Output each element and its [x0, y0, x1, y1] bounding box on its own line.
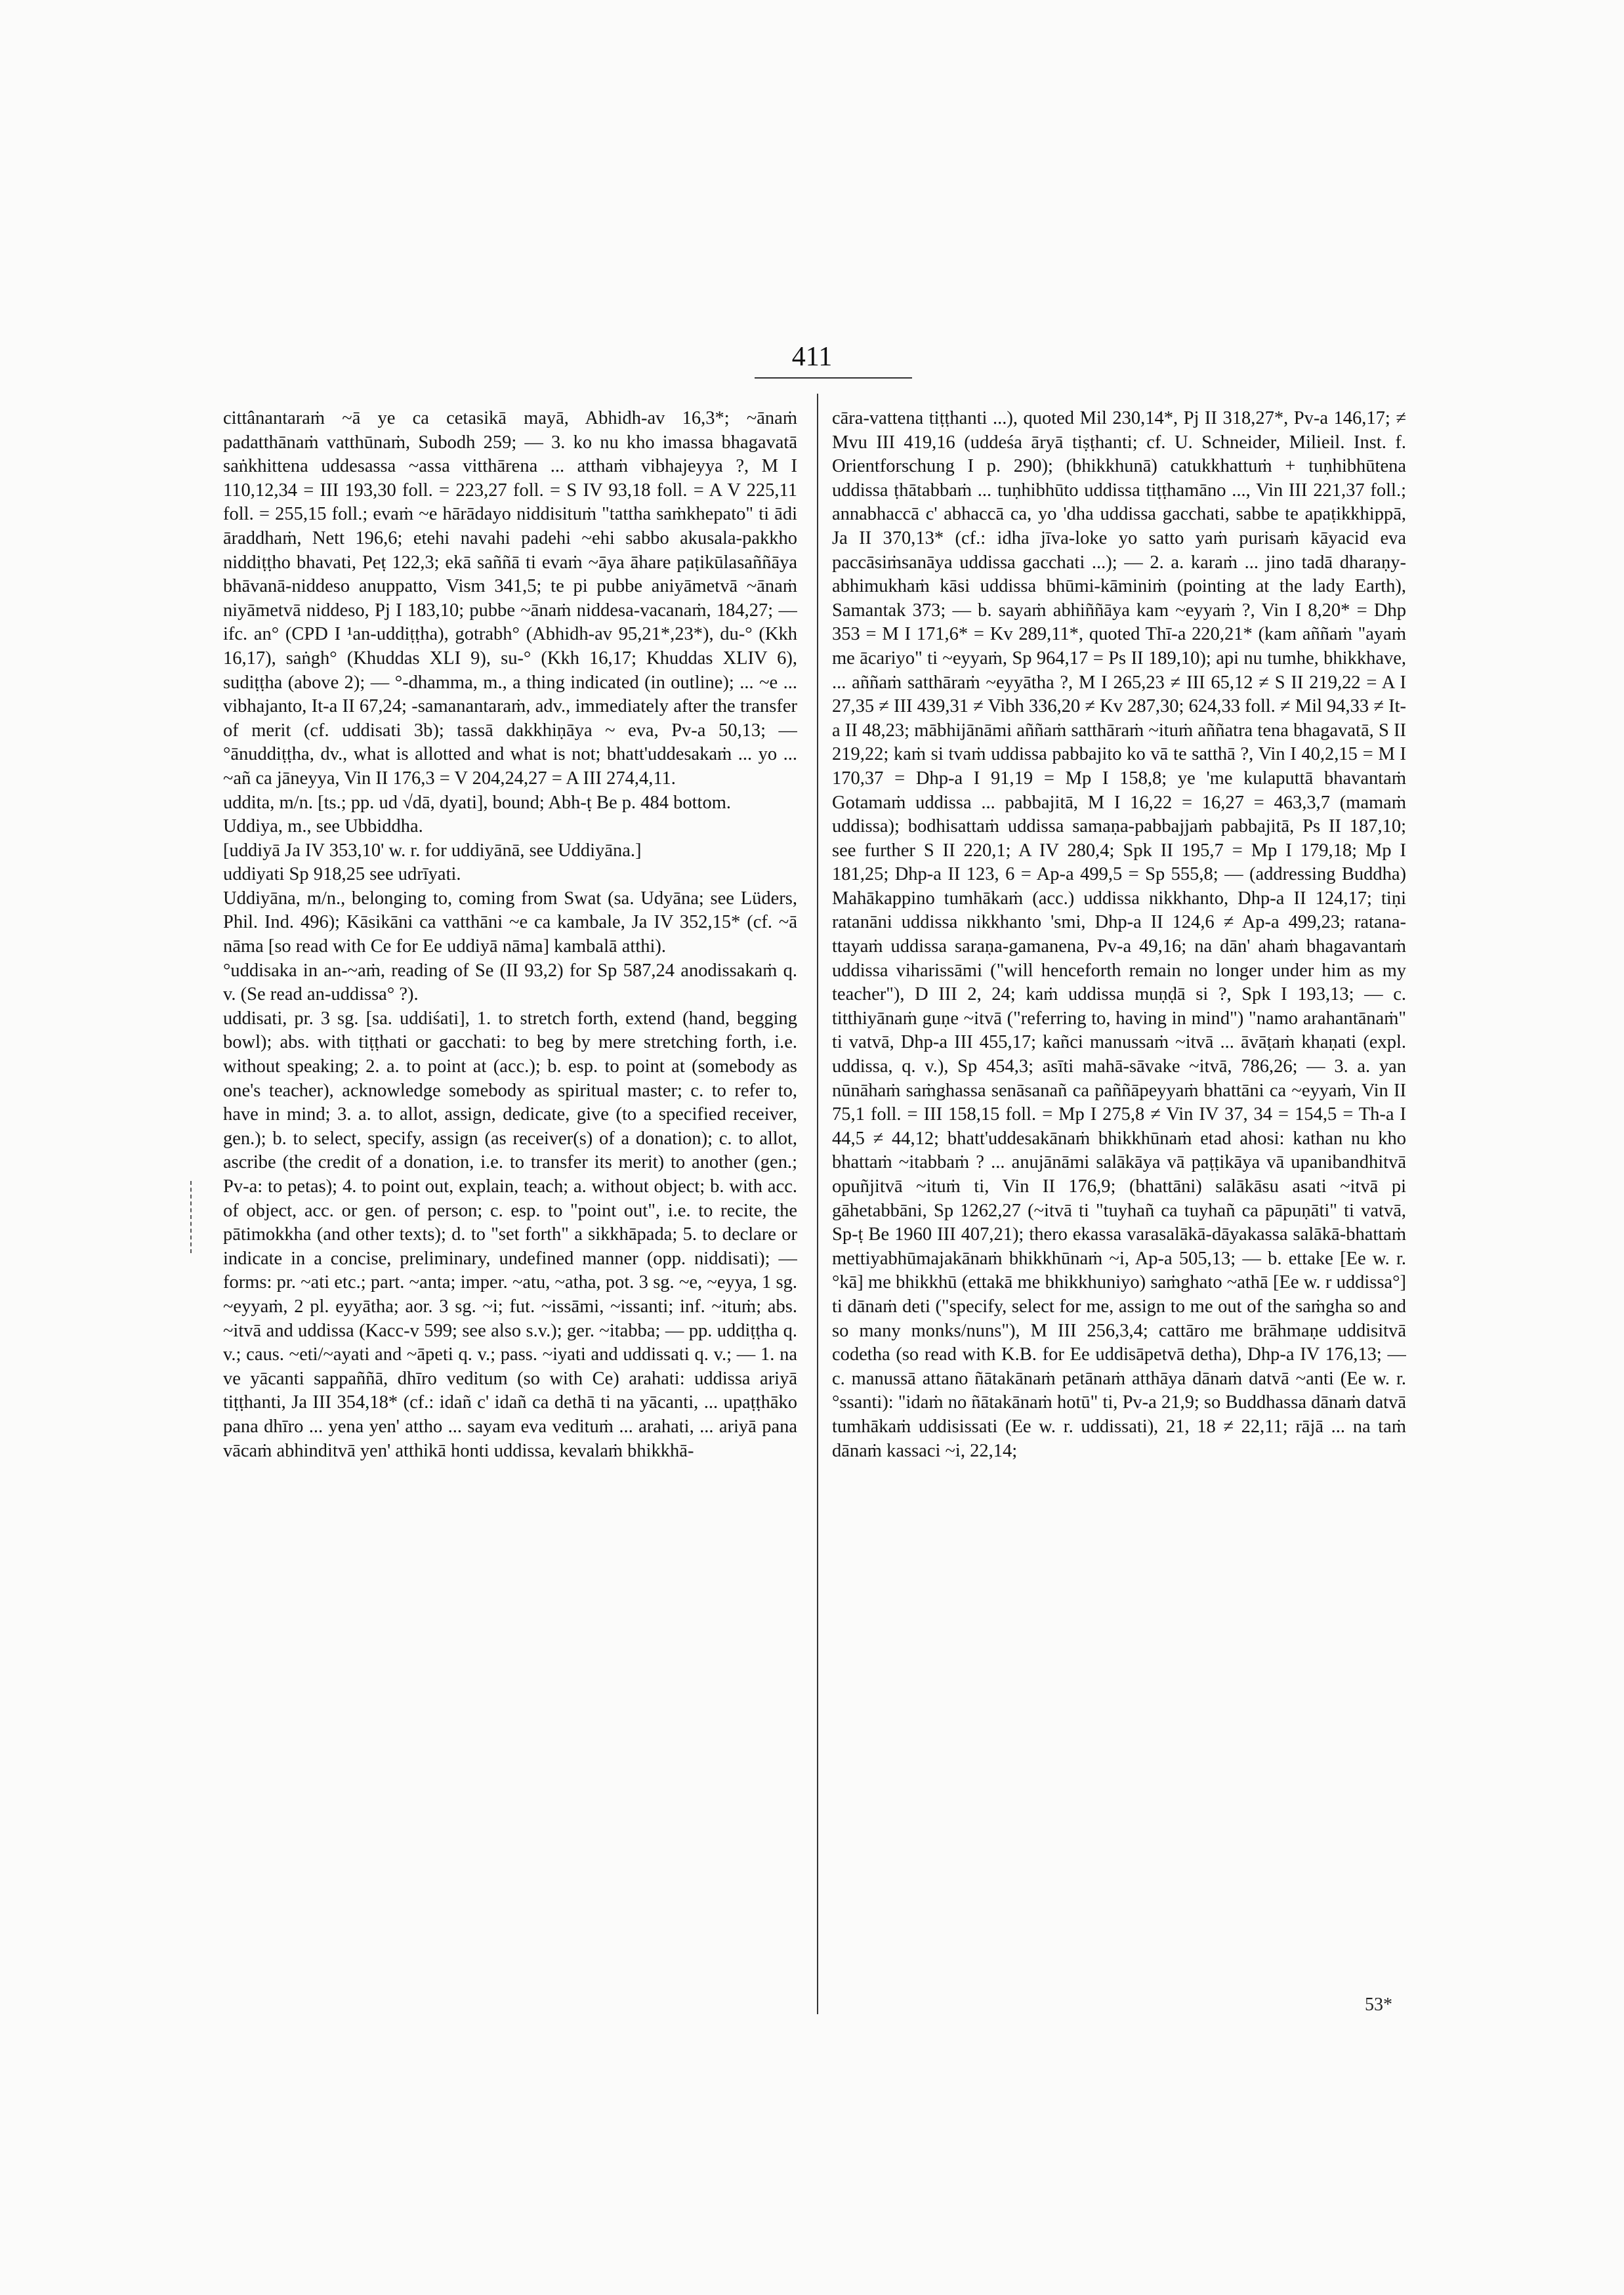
- header-rule: [755, 377, 912, 379]
- entry-uddiya: Uddiya, m., see Ubbiddha.: [223, 816, 423, 837]
- entry-uddiyati: uddiyati Sp 918,25 see udrīyati.: [223, 864, 461, 885]
- left-column: [223, 407, 797, 2021]
- margin-mark: [190, 1181, 192, 1253]
- right-column: [832, 407, 1406, 2021]
- entry-uddiya-note: [uddiyā Ja IV 353,10' w. r. for uddiyānā, see Uddiyāna.]: [223, 840, 642, 861]
- page-number: 411: [791, 342, 833, 372]
- signature-mark: 53*: [1365, 1995, 1392, 2015]
- entry-uddisati: uddisati, pr. 3 sg. [sa. uddiśati], 1. to stretch forth, extend (hand, begging bowl); abs. with tiṭṭhati or gacchati: to beg by mere stretching forth, i.e. without speaking; 2. a. to point at (acc.); b. esp. to point at (somebody as one's teacher), acknowledge somebody as spiritual master; c. to refer to, have in mind; 3. a. to allot, assign, dedicate, give (to a specified receiver, gen.); b. to select, specify, assign (as receiver(s) of a donation); c. to allot, ascribe (the credit of a donation, i.e. to transfer its merit) to another (gen.; Pv-a: to petas); 4. to point out, explain, teach; a. without object; b. with acc. of object, acc. or gen. of person; c. esp. to "point out", i.e. to recite, the pātimokkha (and other texts); d. to "set forth" a sikkhāpada; 5. to declare or indicate in a concise, preliminary, undefined manner (opp. niddisati); — forms: pr. ~ati etc.; part. ~anta; imper. ~atu, ~atha, pot. 3 sg. ~e, ~eyya, 1 sg. ~eyyaṁ, 2 pl. eyyātha; aor. 3 sg. ~i; fut. ~issāmi, ~issanti; inf. ~ituṁ; abs. ~itvā and uddissa (Kacc-v 599; see also s.v.); ger. ~itabba; — pp. uddiṭṭha q. v.; caus. ~eti/~ayati and ~āpeti q. v.; pass. ~iyati and uddissati q. v.; — 1. na ve yācanti sappaññā, dhīro veditum (so with Ce) arahati: uddissa ariyā tiṭṭhanti, Ja III 354,18* (cf.: idañ c' idañ ca dethā ti na yācanti, ... upaṭṭhāko pana dhīro ... yena yen' attho ... sayam eva vedituṁ ... arahati, ... ariyā pana vācaṁ abhinditvā yen' atthikā honti uddissa, kevalaṁ bhikkhā-: [223, 1008, 797, 1461]
- entry-cittanantaram: cittânantaraṁ ~ā ye ca cetasikā mayā, Abhidh-av 16,3*; ~ānaṁ padatthānaṁ vatthūnaṁ, Subodh 259; — 3. ko nu kho imassa bhagavatā saṅkhittena uddesassa ~assa vitthārena ... atthaṁ vibhajeyya ?, M I 110,12,34 = III 193,30 foll. = 223,27 foll. = S IV 93,18 foll. = A V 225,11 foll. = 255,15 foll.; evaṁ ~e hārādayo niddisituṁ "tattha saṁkhepato" ti ādi āraddhaṁ, Nett 196,6; etehi navahi padehi ~ehi sabbo akusala-pakkho niddiṭṭho bhavati, Peṭ 122,3; ekā saññā ti evaṁ ~āya āhare paṭikūlasaññāya bhāvanā-niddeso anuppatto, Vism 341,5; te pi pubbe aniyāmetvā ~ānaṁ niyāmetvā niddeso, Pj I 183,10; pubbe ~ānaṁ niddesa-vacanaṁ, 184,27; — ifc. an° (CPD I ¹an-uddiṭṭha), gotrabh° (Abhidh-av 95,21*,23*), du-° (Kkh 16,17), saṅgh° (Khuddas XLI 9), su-° (Kkh 16,17; Khuddas XLIV 6), sudiṭṭha (above 2); — °-dhamma, m., a thing indicated (in outline); ... ~e ... vibhajanto, It-a II 67,24; -samanantaraṁ, adv., immediately after the transfer of merit (cf. uddisati 3b); tassā dakkhiṇāya ~ eva, Pv-a 50,13; — °ānuddiṭṭha, dv., what is allotted and what is not; bhatt'uddesakaṁ ... yo ... ~añ ca jāneyya, Vin II 176,3 = V 204,24,27 = A III 274,4,11.: [223, 408, 797, 789]
- column-divider: [817, 394, 818, 2014]
- entry-uddita: uddita, m/n. [ts.; pp. ud √dā, dyati], bound; Abh-ṭ Be p. 484 bottom.: [223, 792, 732, 813]
- entry-uddiyana: Uddiyāna, m/n., belonging to, coming from Swat (sa. Udyāna; see Lüders, Phil. Ind. 496); Kāsikāni ca vatthāni ~e ca kambale, Ja IV 352,15* (cf. ~ā nāma [so read with Ce for Ee uddiyā nāma] kambalā atthi).: [223, 888, 797, 957]
- entry-uddisaka: °uddisaka in an-~aṁ, reading of Se (II 93,2) for Sp 587,24 anodissakaṁ q. v. (Se read an-uddissa° ?).: [223, 960, 797, 1005]
- entry-uddisati-continued: cāra-vattena tiṭṭhanti ...), quoted Mil 230,14*, Pj II 318,27*, Pv-a 146,17; ≠ Mvu III 419,16 (uddeśa āryā tiṣṭhanti; cf. U. Schneider, Milieil. Inst. f. Orientforschung I p. 290); (bhikkhunā) catukkhattuṁ + tuṇhibhūtena uddissa ṭhātabbaṁ ... tuṇhibhūto uddissa tiṭṭhamāno ..., Vin III 221,37 foll.; annabhaccā c' abhaccā ca, yo 'dha uddissa gacchati, sabbe te apaṭikkhippā, Ja II 370,13* (cf.: idha jīva-loke yo satto yaṁ purisaṁ kāyacid eva paccāsiṁsanāya uddissa gacchati ...); — 2. a. karaṁ ... jino tadā dharaṇy-abhimukhaṁ kāsi uddissa bhūmi-kāminiṁ (pointing at the lady Earth), Samantak 373; — b. sayaṁ abhiññāya kam ~eyyaṁ ?, Vin I 8,20* = Dhp 353 = M I 171,6* = Kv 289,11*, quoted Thī-a 220,21* (kam aññaṁ "ayaṁ me ācariyo" ti ~eyyaṁ, Sp 964,17 = Ps II 189,10); api nu tumhe, bhikkhave, ... aññaṁ satthāraṁ ~eyyātha ?, M I 265,23 ≠ III 65,12 ≠ S II 219,22 = A I 27,35 ≠ III 439,31 ≠ Vibh 336,20 ≠ Kv 287,30; 624,33 foll. ≠ Mil 94,33 ≠ It-a II 48,23; mābhijānāmi aññaṁ satthāraṁ ~ituṁ aññatra tena bhagavatā, S II 219,22; kaṁ si tvaṁ uddissa pabbajito ko vā te satthā ?, Vin I 40,2,15 = M I 170,37 = Dhp-a I 91,19 = Mp I 158,8; ye 'me kulaputtā bhavantaṁ Gotamaṁ uddissa ... pabbajitā, M I 16,22 = 16,27 = 463,3,7 (mamaṁ uddissa); bodhisattaṁ uddissa samaṇa-pabbajjaṁ pabbajitā, Ps II 187,10; see further S II 220,1; A IV 280,4; Spk II 195,7 = Mp I 179,18; Mp I 181,25; Dhp-a II 123, 6 = Ap-a 499,5 = Sp 555,8; — (addressing Buddha) Mahākappino tumhākaṁ (acc.) uddissa nikkhanto, Dhp-a II 124,17; tiṇi ratanāni uddissa nikkhanto 'smi, Dhp-a II 124,6 ≠ Ap-a 499,23; ratana-ttayaṁ uddissa saraṇa-gamanena, Pv-a 49,16; na dān' ahaṁ bhagavantaṁ uddissa viharissāmi ("will henceforth remain no longer under him as my teacher"), D III 2, 24; kaṁ uddissa muṇḍā si ?, Spk I 193,13; — c. titthiyānaṁ guṇe ~itvā ("referring to, having in mind") "namo arahantānaṁ" ti vatvā, Dhp-a III 455,17; kañci manussaṁ ~itvā ... āvāṭaṁ khaṇati (expl. uddissa, q. v.), Sp 454,3; asīti mahā-sāvake ~itvā, 786,26; — 3. a. yan nūnāhaṁ saṁghassa senāsanañ ca paññāpeyyaṁ bhattāni ca ~eyyaṁ, Vin II 75,1 foll. = III 158,15 foll. = Mp I 275,8 ≠ Vin IV 37, 34 = 154,5 = Th-a I 44,5 ≠ 44,12; bhatt'uddesakānaṁ bhikkhūnaṁ etad ahosi: kathan nu kho bhattaṁ ~itabbaṁ ? ... anujānāmi salākāya vā paṭṭikāya vā upanibandhitvā opuñjitvā ~ituṁ ti, Vin II 176,9; (bhattāni) salākāsu asati ~itvā pi gāhetabbāni, Sp 1262,27 (~itvā ti "tuyhañ ca tuyhañ ca pāpuṇāti" ti vatvā, Sp-ṭ Be 1960 III 407,21); thero ekassa varasalākā-dāyakassa salākā-bhattaṁ mettiyabhūmajakānaṁ bhikkhūnaṁ ~i, Ap-a 505,13; — b. ettake [Ee w. r. °kā] me bhikkhū (ettakā me bhikkhuniyo) saṁghato ~athā [Ee w. r uddissa°] ti dānaṁ deti ("specify, select for me, assign to me out of the saṁgha so and so many monks/nuns"), M III 256,3,4; cattāro me brāhmaṇe uddisitvā codetha (so read with K.B. for Ee uddisāpetvā detha), Dhp-a IV 176,13; — c. manussā attano ñātakānaṁ petānaṁ atthāya dānaṁ datvā ~anti (Ee w. r. °ssanti): "idaṁ no ñātakānaṁ hotū" ti, Pv-a 21,9; so Buddhassa dānaṁ datvā tumhākaṁ uddisissati (Ee w. r. uddissati), 21, 18 ≠ 22,11; rājā ... na taṁ dānaṁ kassaci ~i, 22,14;: [832, 408, 1406, 1461]
